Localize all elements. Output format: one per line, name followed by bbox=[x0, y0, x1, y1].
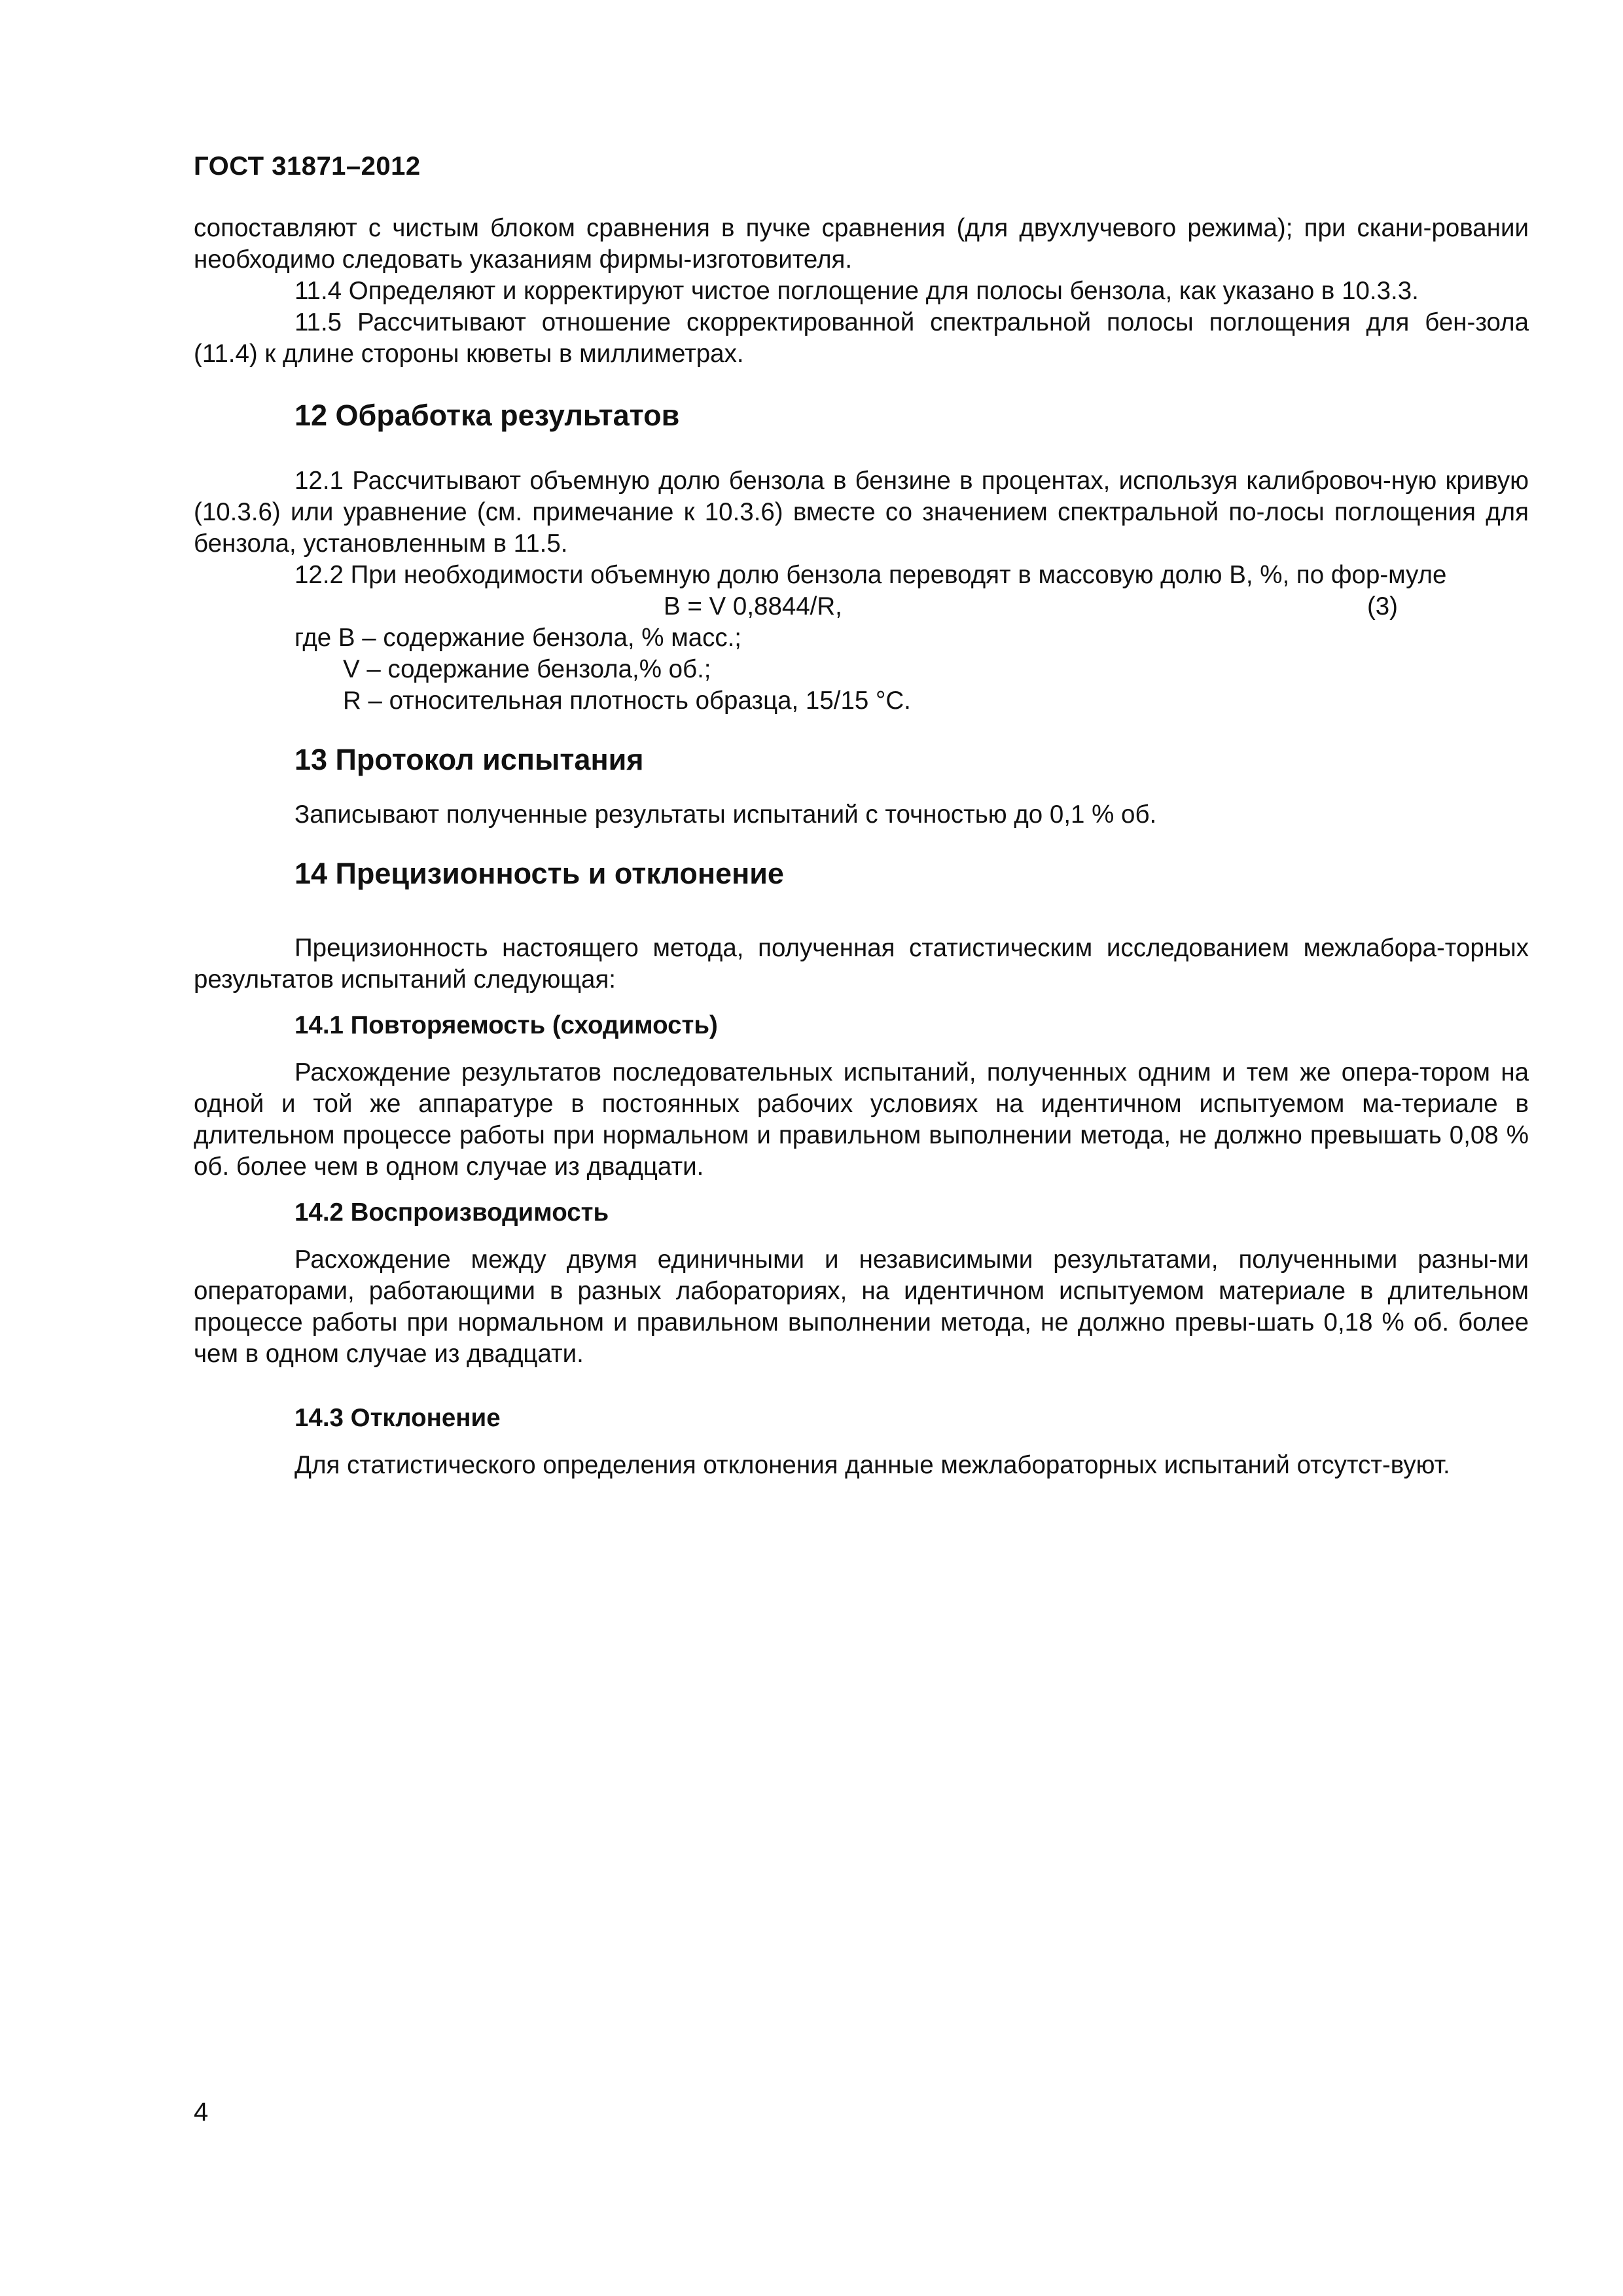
paragraph-14-1: Расхождение результатов последовательных испытаний, полученных одним и тем же опера-тором на одной и той же аппаратуре в постоянных рабочих условиях на идентичном испытуемом ма-териале в длительном процессе работы при нормальном и правильном выполнении метода, не должно превышать 0,08 % об. более чем в одном случае из двадцати. bbox=[194, 1058, 1529, 1181]
subsection-heading-14-3: 14.3 Отклонение bbox=[294, 1404, 501, 1432]
paragraph-14-intro: Прецизионность настоящего метода, полученная статистическим исследованием межлабора-торных результатов испытаний следующая: bbox=[194, 934, 1529, 994]
section-heading-13: 13 Протокол испытания bbox=[294, 743, 644, 776]
section-heading-14: 14 Прецизионность и отклонение bbox=[294, 857, 784, 890]
paragraph-13: Записывают полученные результаты испытаний с точностью до 0,1 % об. bbox=[294, 800, 1157, 829]
paragraph-14-3: Для статистического определения отклонения данные межлабораторных испытаний отсутст-вуют. bbox=[294, 1451, 1450, 1479]
variable-definition-b: где B – содержание бензола, % масс.; bbox=[294, 624, 741, 652]
page-number: 4 bbox=[194, 2098, 209, 2126]
document-header-id: ГОСТ 31871–2012 bbox=[194, 152, 421, 181]
formula-row bbox=[194, 591, 1529, 622]
paragraph-14-2: Расхождение между двумя единичными и независимыми результатами, полученными разны-ми операторами, работающими в разных лабораториях, на идентичном испытуемом материале в длительном процессе работы при нормальном и правильном выполнении метода, не должно превы-шать 0,18 % об. более чем в одном случае из двадцати. bbox=[194, 1246, 1529, 1368]
paragraph-11-5: 11.5 Рассчитывают отношение скорректированной спектральной полосы поглощения для бен-зола (11.4) к длине стороны кюветы в миллиметрах. bbox=[194, 308, 1529, 368]
paragraph-11-4: 11.4 Определяют и корректируют чистое поглощение для полосы бензола, как указано в 10.3.3. bbox=[294, 277, 1419, 305]
paragraph-12-2: 12.2 При необходимости объемную долю бензола переводят в массовую долю В, %, по фор-муле bbox=[294, 561, 1447, 589]
section-heading-12: 12 Обработка результатов bbox=[294, 399, 680, 432]
formula-number: (3) bbox=[1366, 592, 1398, 620]
formula: B = V 0,8844/R, bbox=[664, 592, 842, 620]
variable-definition-r: R – относительная плотность образца, 15/15 °С. bbox=[343, 687, 911, 715]
subsection-heading-14-1: 14.1 Повторяемость (сходимость) bbox=[294, 1011, 718, 1039]
variable-definition-v: V – содержание бензола,% об.; bbox=[343, 655, 711, 683]
subsection-heading-14-2: 14.2 Воспроизводимость bbox=[294, 1198, 609, 1227]
paragraph-12-1: 12.1 Рассчитывают объемную долю бензола в бензине в процентах, используя калибровоч-ную кривую (10.3.6) или уравнение (см. примечание к 10.3.6) вместе со значением спектральной по-лосы поглощения для бензола, установленным в 11.5. bbox=[194, 467, 1529, 558]
paragraph-11-continuation: сопоставляют с чистым блоком сравнения в пучке сравнения (для двухлучевого режима); при скани-ровании необходимо следовать указаниям фирмы-изготовителя. bbox=[194, 214, 1529, 274]
document-content bbox=[194, 213, 1529, 1481]
